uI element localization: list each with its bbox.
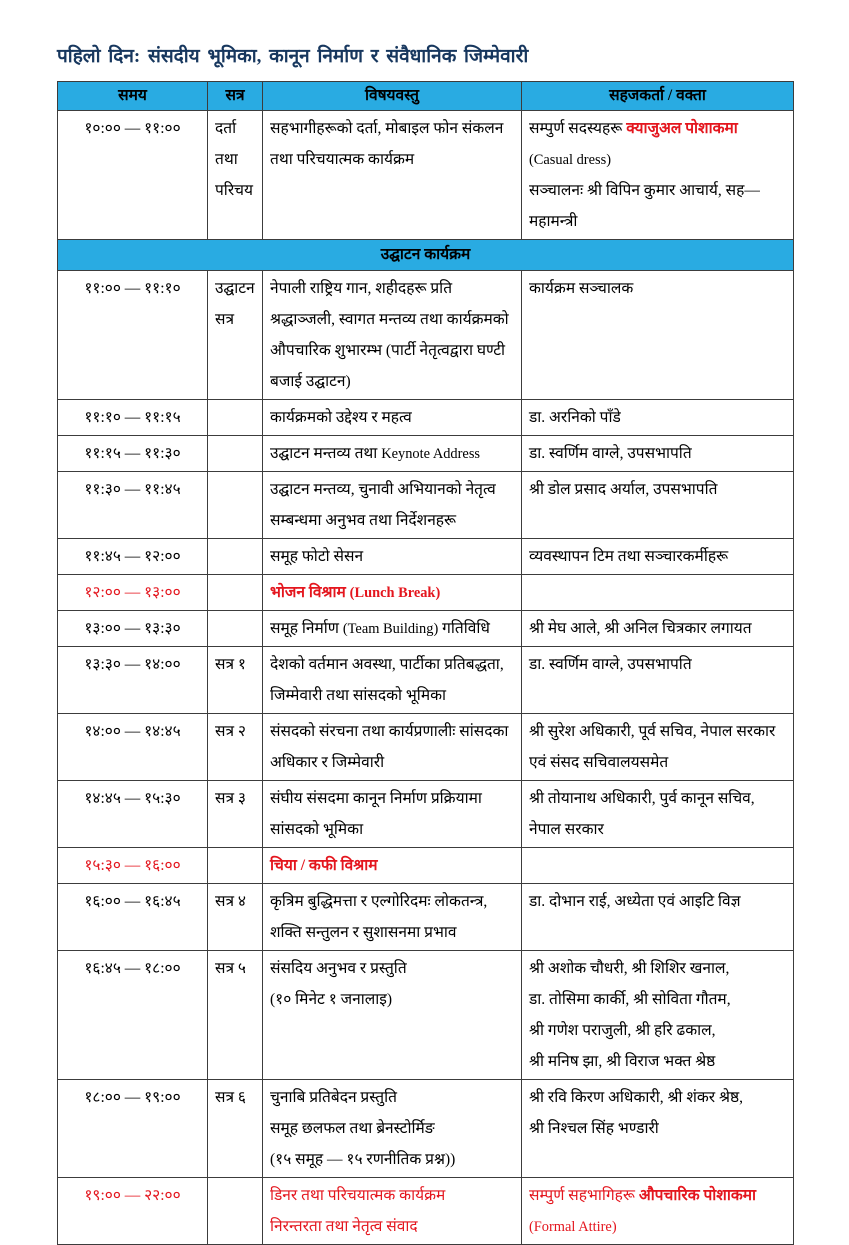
facilitator-cell: [522, 781, 794, 848]
text-segment: डा. तोसिमा कार्की, श्री सोविता गौतम,: [529, 991, 731, 1009]
cell-line: [270, 1144, 514, 1175]
cell-line: [529, 953, 786, 984]
cell-line: [270, 886, 514, 948]
session-cell: [208, 611, 263, 647]
text-segment: संसदिय अनुभव र प्रस्तुति: [270, 960, 407, 978]
text-segment: (Team Building): [342, 621, 439, 638]
facilitator-cell: [522, 400, 794, 436]
cell-line: [270, 984, 514, 1015]
text-segment: उद्घाटन मन्तव्य तथा: [270, 445, 382, 463]
header-session: सत्र: [208, 81, 263, 110]
topic-cell: [263, 436, 522, 472]
facilitator-cell: [522, 1080, 794, 1178]
topic-cell: [263, 714, 522, 781]
topic-cell: [263, 611, 522, 647]
text-segment: समूह निर्माण: [270, 620, 343, 638]
cell-line: [529, 1046, 786, 1077]
cell-line: [529, 1113, 786, 1144]
header-time: समय: [58, 81, 208, 110]
time-cell: १४:४५ — १५:३०: [58, 781, 208, 848]
time-cell: १०:०० — ११:००: [58, 110, 208, 239]
text-segment: क्याजुअल पोशाकमा: [626, 119, 738, 137]
table-row: [58, 436, 794, 472]
topic-cell: [263, 575, 522, 611]
session-cell: दर्ता तथा परिचय: [208, 110, 263, 239]
text-segment: गतिविधि: [438, 620, 490, 638]
text-segment: उद्घाटन मन्तव्य, चुनावी अभियानको नेतृत्व सम्बन्धमा अनुभव तथा निर्देशनहरू: [270, 481, 496, 530]
text-segment: नेपाली राष्ट्रिय गान, शहीदहरू प्रति श्रद्धाञ्जली, स्वागत मन्तव्य तथा कार्यक्रमको औपचारिक शुभारम्भ (पार्टी नेतृत्वद्वारा घण्टी बजाई उद्घाटन): [270, 280, 509, 391]
topic-cell: [263, 1080, 522, 1178]
topic-cell: [263, 472, 522, 539]
text-segment: (१५ समूह — १५ रणनीतिक प्रश्न)): [270, 1151, 456, 1169]
text-segment: संसदको संरचना तथा कार्यप्रणालीः सांसदका अधिकार र जिम्मेवारी: [270, 723, 509, 772]
session-cell: [208, 848, 263, 884]
session-cell: सत्र ४: [208, 884, 263, 951]
session-cell: सत्र ६: [208, 1080, 263, 1178]
facilitator-cell: [522, 611, 794, 647]
text-segment: चिया / कफी विश्राम: [270, 857, 378, 875]
session-cell: सत्र २: [208, 714, 263, 781]
topic-cell: [263, 951, 522, 1080]
cell-line: [270, 1113, 514, 1144]
cell-line: [529, 1082, 786, 1113]
topic-cell: [263, 647, 522, 714]
text-segment: सहभागीहरूको दर्ता, मोबाइल फोन संकलन तथा परिचयात्मक कार्यक्रम: [270, 119, 504, 168]
cell-line: [270, 1180, 514, 1211]
cell-line: [529, 541, 786, 572]
facilitator-cell: [522, 647, 794, 714]
text-segment: (Lunch Break): [349, 585, 441, 602]
cell-line: [270, 953, 514, 984]
session-cell: [208, 575, 263, 611]
text-segment: श्री मेघ आले, श्री अनिल चित्रकार लगायत: [529, 620, 752, 638]
cell-line: [529, 273, 786, 304]
text-segment: (१० मिनेट १ जनालाइ): [270, 991, 393, 1009]
facilitator-cell: [522, 884, 794, 951]
time-cell: १८:०० — १९:००: [58, 1080, 208, 1178]
topic-cell: [263, 539, 522, 575]
cell-line: [270, 113, 514, 175]
time-cell: ११:१५ — ११:३०: [58, 436, 208, 472]
cell-line: [270, 783, 514, 845]
table-row: [58, 848, 794, 884]
schedule-body: [58, 110, 794, 1245]
topic-cell: [263, 271, 522, 400]
page-title: पहिलो दिन: संसदीय भूमिका, कानून निर्माण र संवैधानिक जिम्मेवारी: [57, 46, 529, 67]
topic-cell: [263, 400, 522, 436]
text-segment: भोजन विश्राम: [270, 584, 350, 602]
table-row: [58, 714, 794, 781]
cell-line: [529, 144, 786, 175]
time-cell: ११:१० — ११:१५: [58, 400, 208, 436]
text-segment: डा. अरनिको पाँडे: [529, 409, 621, 427]
session-cell: उद्घाटन सत्र: [208, 271, 263, 400]
text-segment: डिनर तथा परिचयात्मक कार्यक्रम: [270, 1187, 446, 1205]
session-cell: [208, 539, 263, 575]
topic-cell: [263, 884, 522, 951]
session-cell: [208, 436, 263, 472]
cell-line: [529, 113, 786, 144]
text-segment: श्री मनिष झा, श्री विराज भक्त श्रेष्ठ: [529, 1053, 716, 1071]
table-row: [58, 951, 794, 1080]
table-row: [58, 1178, 794, 1245]
text-segment: सञ्चालनः श्री विपिन कुमार आचार्य, सह—महामन्त्री: [529, 181, 760, 230]
cell-line: [270, 649, 514, 711]
session-cell: [208, 1178, 263, 1245]
cell-line: [270, 577, 514, 608]
facilitator-cell: [522, 1178, 794, 1245]
session-cell: सत्र ३: [208, 781, 263, 848]
session-cell: सत्र १: [208, 647, 263, 714]
time-cell: १६:४५ — १८:००: [58, 951, 208, 1080]
text-segment: समूह फोटो सेसन: [270, 548, 364, 566]
facilitator-cell: [522, 848, 794, 884]
text-segment: श्री रवि किरण अधिकारी, श्री शंकर श्रेष्ठ,: [529, 1089, 743, 1107]
text-segment: डा. स्वर्णिम वाग्ले, उपसभापति: [529, 445, 692, 463]
text-segment: श्री गणेश पराजुली, श्री हरि ढकाल,: [529, 1022, 716, 1040]
text-segment: सम्पुर्ण सहभागिहरू: [529, 1187, 639, 1205]
session-cell: [208, 400, 263, 436]
header-facilitator: सहजकर्ता / वक्ता: [522, 81, 794, 110]
time-cell: १३:३० — १४:००: [58, 647, 208, 714]
cell-line: [270, 1082, 514, 1113]
text-segment: देशको वर्तमान अवस्था, पार्टीका प्रतिबद्धता, जिम्मेवारी तथा सांसदको भूमिका: [270, 656, 504, 705]
table-row: [58, 781, 794, 848]
time-cell: १९:०० — २२:००: [58, 1178, 208, 1245]
topic-cell: [263, 848, 522, 884]
section-title: उद्घाटन कार्यक्रम: [58, 239, 794, 271]
cell-line: [529, 1015, 786, 1046]
cell-line: [529, 886, 786, 917]
text-segment: समूह छलफल तथा ब्रेनस्टोर्मिङ: [270, 1120, 435, 1138]
cell-line: [270, 438, 514, 469]
cell-line: [529, 474, 786, 505]
facilitator-cell: [522, 436, 794, 472]
time-cell: १४:०० — १४:४५: [58, 714, 208, 781]
header-topic: विषयवस्तु: [263, 81, 522, 110]
time-cell: १३:०० — १३:३०: [58, 611, 208, 647]
text-segment: Keynote Address: [381, 446, 481, 463]
table-row: [58, 400, 794, 436]
text-segment: श्री निश्चल सिंह भण्डारी: [529, 1120, 659, 1138]
time-cell: ११:३० — ११:४५: [58, 472, 208, 539]
topic-cell: [263, 110, 522, 239]
topic-cell: [263, 781, 522, 848]
cell-line: [529, 402, 786, 433]
text-segment: (Formal Attire): [529, 1219, 617, 1236]
cell-line: [529, 716, 786, 778]
time-cell: १६:०० — १६:४५: [58, 884, 208, 951]
cell-line: [529, 649, 786, 680]
cell-line: [529, 984, 786, 1015]
facilitator-cell: [522, 271, 794, 400]
topic-cell: [263, 1178, 522, 1245]
text-segment: श्री सुरेश अधिकारी, पूर्व सचिव, नेपाल सरकार एवं संसद सचिवालयसमेत: [529, 723, 776, 772]
table-row: [58, 271, 794, 400]
cell-line: [270, 716, 514, 778]
text-segment: डा. दोभान राई, अध्येता एवं आइटि विज्ञ: [529, 893, 741, 911]
cell-line: [270, 850, 514, 881]
text-segment: चुनाबि प्रतिबेदन प्रस्तुति: [270, 1089, 397, 1107]
session-cell: सत्र ५: [208, 951, 263, 1080]
cell-line: [270, 273, 514, 397]
time-cell: ११:४५ — १२:००: [58, 539, 208, 575]
facilitator-cell: [522, 110, 794, 239]
header-row: [58, 81, 794, 110]
facilitator-cell: [522, 714, 794, 781]
text-segment: औपचारिक पोशाकमा: [638, 1187, 757, 1205]
schedule-table: [57, 81, 794, 1245]
text-segment: कार्यक्रम सञ्चालक: [529, 280, 634, 298]
section-row: [58, 239, 794, 271]
cell-line: [529, 438, 786, 469]
table-row: [58, 539, 794, 575]
table-row: [58, 1080, 794, 1178]
table-row: [58, 884, 794, 951]
cell-line: [270, 474, 514, 536]
cell-line: [529, 1180, 786, 1211]
text-segment: श्री तोयानाथ अधिकारी, पुर्व कानून सचिव, नेपाल सरकार: [529, 790, 755, 839]
text-segment: कृत्रिम बुद्धिमत्ता र एल्गोरिदमः लोकतन्त्र, शक्ति सन्तुलन र सुशासनमा प्रभाव: [270, 893, 488, 942]
time-cell: ११:०० — ११:१०: [58, 271, 208, 400]
time-cell: १२:०० — १३:००: [58, 575, 208, 611]
cell-line: [270, 613, 514, 644]
text-segment: कार्यक्रमको उद्देश्य र महत्व: [270, 409, 412, 427]
text-segment: (Casual dress): [529, 151, 612, 168]
cell-line: [529, 783, 786, 845]
text-segment: डा. स्वर्णिम वाग्ले, उपसभापति: [529, 656, 692, 674]
text-segment: श्री अशोक चौधरी, श्री शिशिर खनाल,: [529, 960, 730, 978]
table-row: [58, 611, 794, 647]
text-segment: व्यवस्थापन टिम तथा सञ्चारकर्मीहरू: [529, 548, 729, 566]
facilitator-cell: [522, 951, 794, 1080]
facilitator-cell: [522, 472, 794, 539]
time-cell: १५:३० — १६:००: [58, 848, 208, 884]
table-row: [58, 647, 794, 714]
cell-line: [270, 402, 514, 433]
cell-line: [529, 1211, 786, 1242]
table-row: [58, 575, 794, 611]
table-row: [58, 110, 794, 239]
table-header: [58, 81, 794, 110]
text-segment: सम्पुर्ण सदस्यहरू: [529, 119, 627, 137]
text-segment: संघीय संसदमा कानून निर्माण प्रक्रियामा सांसदको भूमिका: [270, 790, 482, 839]
cell-line: [270, 541, 514, 572]
session-cell: [208, 472, 263, 539]
table-row: [58, 472, 794, 539]
facilitator-cell: [522, 539, 794, 575]
cell-line: [529, 175, 786, 237]
facilitator-cell: [522, 575, 794, 611]
text-segment: निरन्तरता तथा नेतृत्व संवाद: [270, 1218, 418, 1236]
cell-line: [270, 1211, 514, 1242]
cell-line: [529, 613, 786, 644]
text-segment: श्री डोल प्रसाद अर्याल, उपसभापति: [529, 481, 718, 499]
